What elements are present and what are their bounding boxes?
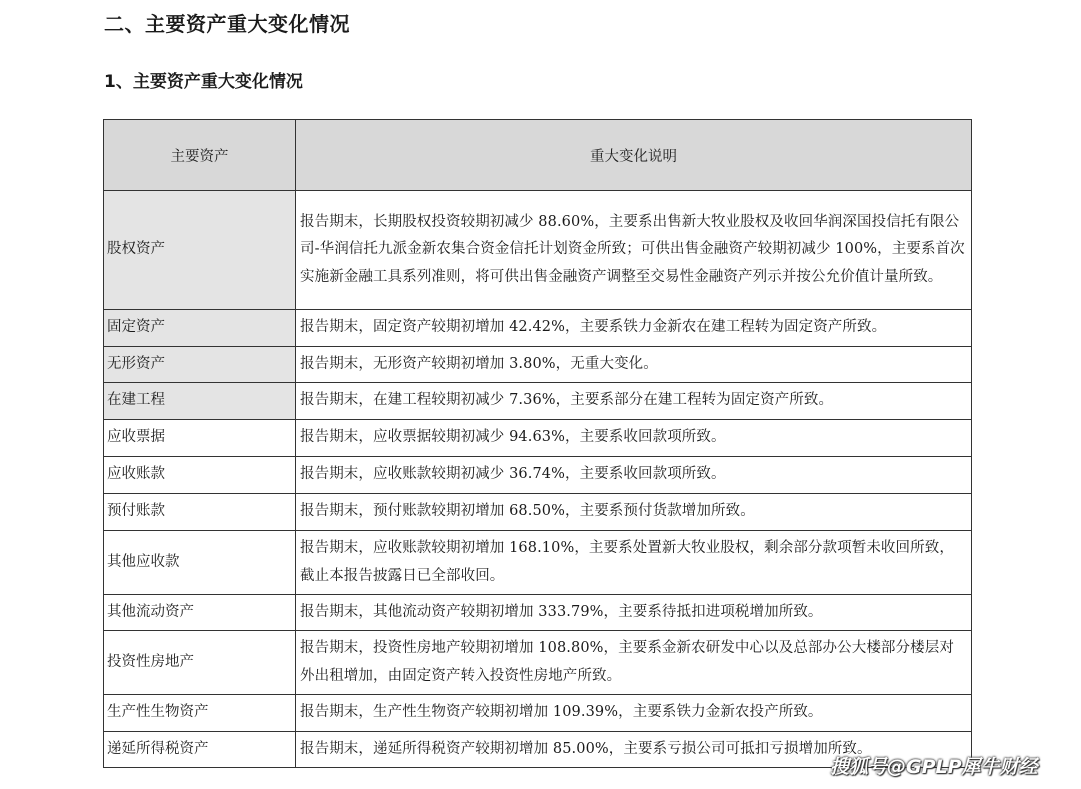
asset-name: 生产性生物资产 <box>104 695 296 732</box>
table-row <box>104 595 972 631</box>
table-row <box>104 695 972 732</box>
change-description: 报告期末，生产性生物资产较期初增加 109.39%，主要系铁力金新农投产所致。 <box>296 695 972 732</box>
asset-name: 固定资产 <box>104 310 296 347</box>
table-row <box>104 457 972 494</box>
table-row <box>104 347 972 383</box>
table-header-row <box>104 120 972 191</box>
table-row <box>104 631 972 695</box>
subsection-heading: 1、主要资产重大变化情况 <box>104 72 303 92</box>
change-description: 报告期末，应收账款较期初增加 168.10%，主要系处置新大牧业股权，剩余部分款项暂未收回所致，截止本报告披露日已全部收回。 <box>296 531 972 595</box>
table-row <box>104 383 972 420</box>
table-row <box>104 310 972 347</box>
table-row <box>104 531 972 595</box>
header-asset: 主要资产 <box>104 120 296 191</box>
asset-name: 预付账款 <box>104 494 296 531</box>
asset-name: 递延所得税资产 <box>104 732 296 768</box>
header-description: 重大变化说明 <box>296 120 972 191</box>
asset-name: 应收票据 <box>104 420 296 457</box>
change-description: 报告期末，应收账款较期初减少 36.74%，主要系收回款项所致。 <box>296 457 972 494</box>
change-description: 报告期末，在建工程较期初减少 7.36%，主要系部分在建工程转为固定资产所致。 <box>296 383 972 420</box>
table-row <box>104 191 972 310</box>
asset-name: 在建工程 <box>104 383 296 420</box>
change-description: 报告期末，递延所得税资产较期初增加 85.00%，主要系亏损公司可抵扣亏损增加所致。 <box>296 732 972 768</box>
table-row <box>104 494 972 531</box>
section-heading: 二、主要资产重大变化情况 <box>104 12 350 36</box>
asset-name: 其他流动资产 <box>104 595 296 631</box>
change-description: 报告期末，其他流动资产较期初增加 333.79%，主要系待抵扣进项税增加所致。 <box>296 595 972 631</box>
asset-name: 股权资产 <box>104 191 296 310</box>
change-description: 报告期末，应收票据较期初减少 94.63%，主要系收回款项所致。 <box>296 420 972 457</box>
asset-name: 投资性房地产 <box>104 631 296 695</box>
asset-name: 应收账款 <box>104 457 296 494</box>
change-description: 报告期末，固定资产较期初增加 42.42%，主要系铁力金新农在建工程转为固定资产所致。 <box>296 310 972 347</box>
asset-name: 其他应收款 <box>104 531 296 595</box>
table-row <box>104 420 972 457</box>
change-description: 报告期末，预付账款较期初增加 68.50%，主要系预付货款增加所致。 <box>296 494 972 531</box>
change-description: 报告期末，投资性房地产较期初增加 108.80%，主要系金新农研发中心以及总部办公大楼部分楼层对外出租增加，由固定资产转入投资性房地产所致。 <box>296 631 972 695</box>
watermark: 搜狐号@GPLP犀牛财经 <box>830 756 1038 778</box>
change-description: 报告期末，长期股权投资较期初减少 88.60%，主要系出售新大牧业股权及收回华润深国投信托有限公司-华润信托九派金新农集合资金信托计划资金所致；可供出售金融资产较期初减少 100%，主要系首次实施新金融工具系列准则，将可供出售金融资产调整至交易性金融资产列示并按公允价值计量所致。 <box>296 191 972 310</box>
asset-changes-table <box>103 119 972 768</box>
asset-name: 无形资产 <box>104 347 296 383</box>
change-description: 报告期末，无形资产较期初增加 3.80%，无重大变化。 <box>296 347 972 383</box>
